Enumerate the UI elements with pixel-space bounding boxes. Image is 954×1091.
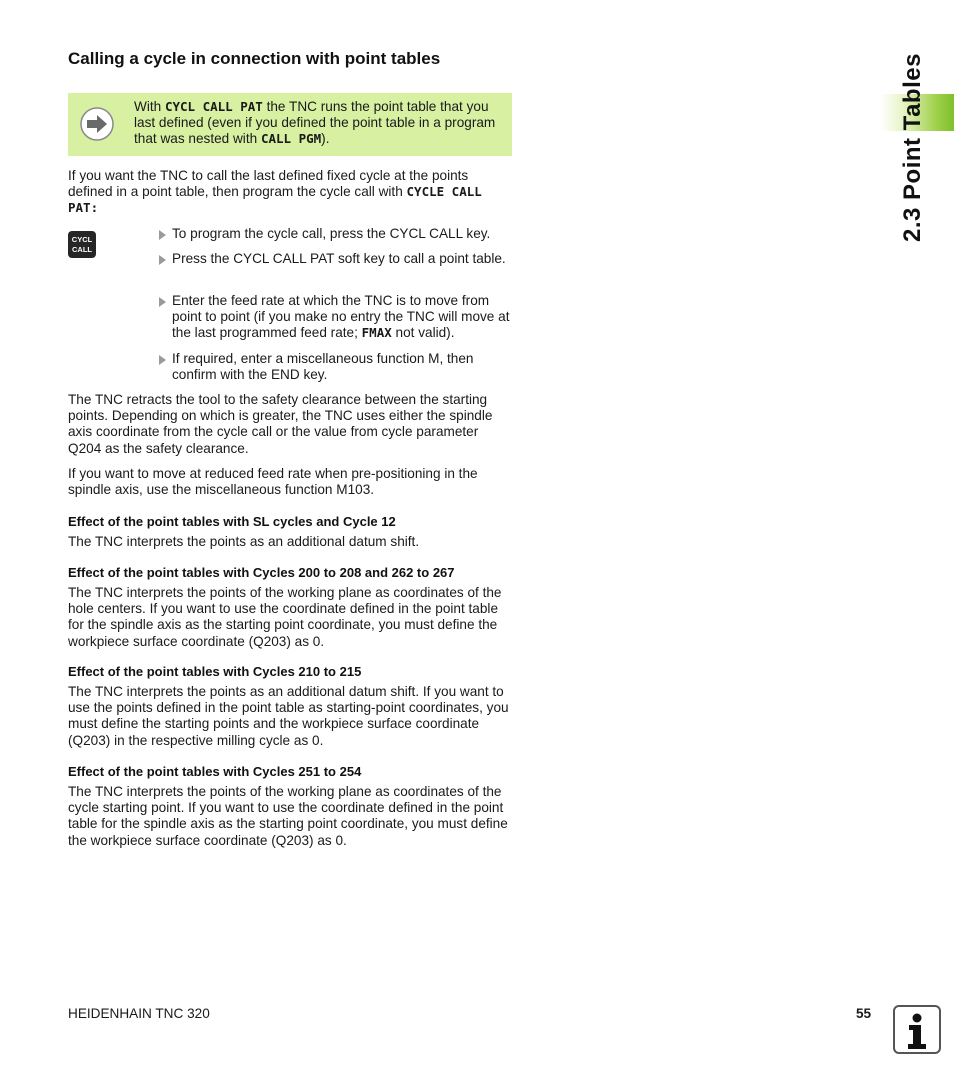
subsection-heading: Effect of the point tables with SL cycles and Cycle 12 <box>68 514 396 529</box>
code-cycl-call-pat: CYCL CALL PAT <box>164 99 263 114</box>
triangle-bullet-icon <box>159 355 166 365</box>
step-item: Press the CYCL CALL PAT soft key to call a point table. <box>159 251 514 267</box>
section-title: Calling a cycle in connection with point tables <box>68 49 441 68</box>
subsection-text: The TNC interprets the points as an additional datum shift. <box>68 534 420 549</box>
retract-paragraph: The TNC retracts the tool to the safety clearance between the starting points. Depending on which is greater, the TNC uses either the spindle axis coordinate from the cycle call or the value from cycle parameter Q204 as the safety clearance. <box>68 392 493 456</box>
subsection-text: The TNC interprets the points as an additional datum shift. If you want to use the points defined in the point table as starting-point coordinates, you must define the starting points and the workpiece surface coordinate (Q203) in the respective milling cycle as 0. <box>68 684 509 748</box>
note-box <box>68 93 512 156</box>
step-item: To program the cycle call, press the CYCL CALL key. <box>159 226 514 242</box>
cycl-call-key-icon: CYCL CALL <box>68 231 96 258</box>
subsection-heading: Effect of the point tables with Cycles 251 to 254 <box>68 764 362 779</box>
subsection-heading: Effect of the point tables with Cycles 200 to 208 and 262 to 267 <box>68 565 455 580</box>
subsection-text: The TNC interprets the points of the working plane as coordinates of the cycle starting point. If you want to use the coordinate defined in the point table for the spindle axis as the starting point coordinate, you must define the workpiece surface coordinate (Q203) as 0. <box>68 784 508 848</box>
reduced-feed-paragraph: If you want to move at reduced feed rate when pre-positioning in the spindle axis, use the miscellaneous function M103. <box>68 466 478 498</box>
note-text: With CYCL CALL PAT the TNC runs the point table that you last defined (even if you defined the point table in a program that was nested with CALL PGM). <box>134 99 496 147</box>
step-item: Enter the feed rate at which the TNC is to move from point to point (if you make no entry the TNC will move at the last programmed feed rate; FMAX not valid). <box>159 293 514 342</box>
code-fmax: FMAX <box>361 325 392 341</box>
subsection-text: The TNC interprets the points of the working plane as coordinates of the hole centers. If you want to use the coordinate defined in the point table for the spindle axis as the starting point coordinate, you must define the workpiece surface coordinate (Q203) as 0. <box>68 585 502 649</box>
arrow-right-icon <box>80 107 114 141</box>
triangle-bullet-icon <box>159 230 166 240</box>
footer-product: HEIDENHAIN TNC 320 <box>68 1006 210 1021</box>
code-cycle-call-pat: CYCLE CALL PAT: <box>68 184 482 216</box>
triangle-bullet-icon <box>159 255 166 265</box>
step-item: If required, enter a miscellaneous function M, then confirm with the END key. <box>159 351 514 383</box>
triangle-bullet-icon <box>159 297 166 307</box>
page-number: 55 <box>856 1006 872 1021</box>
code-call-pgm: CALL PGM <box>260 131 322 147</box>
intro-paragraph: If you want the TNC to call the last defined fixed cycle at the points defined in a point table, then program the cycle call with CYCLE CALL PAT: <box>68 168 482 216</box>
subsection-heading: Effect of the point tables with Cycles 210 to 215 <box>68 664 362 679</box>
info-icon <box>893 1005 941 1054</box>
